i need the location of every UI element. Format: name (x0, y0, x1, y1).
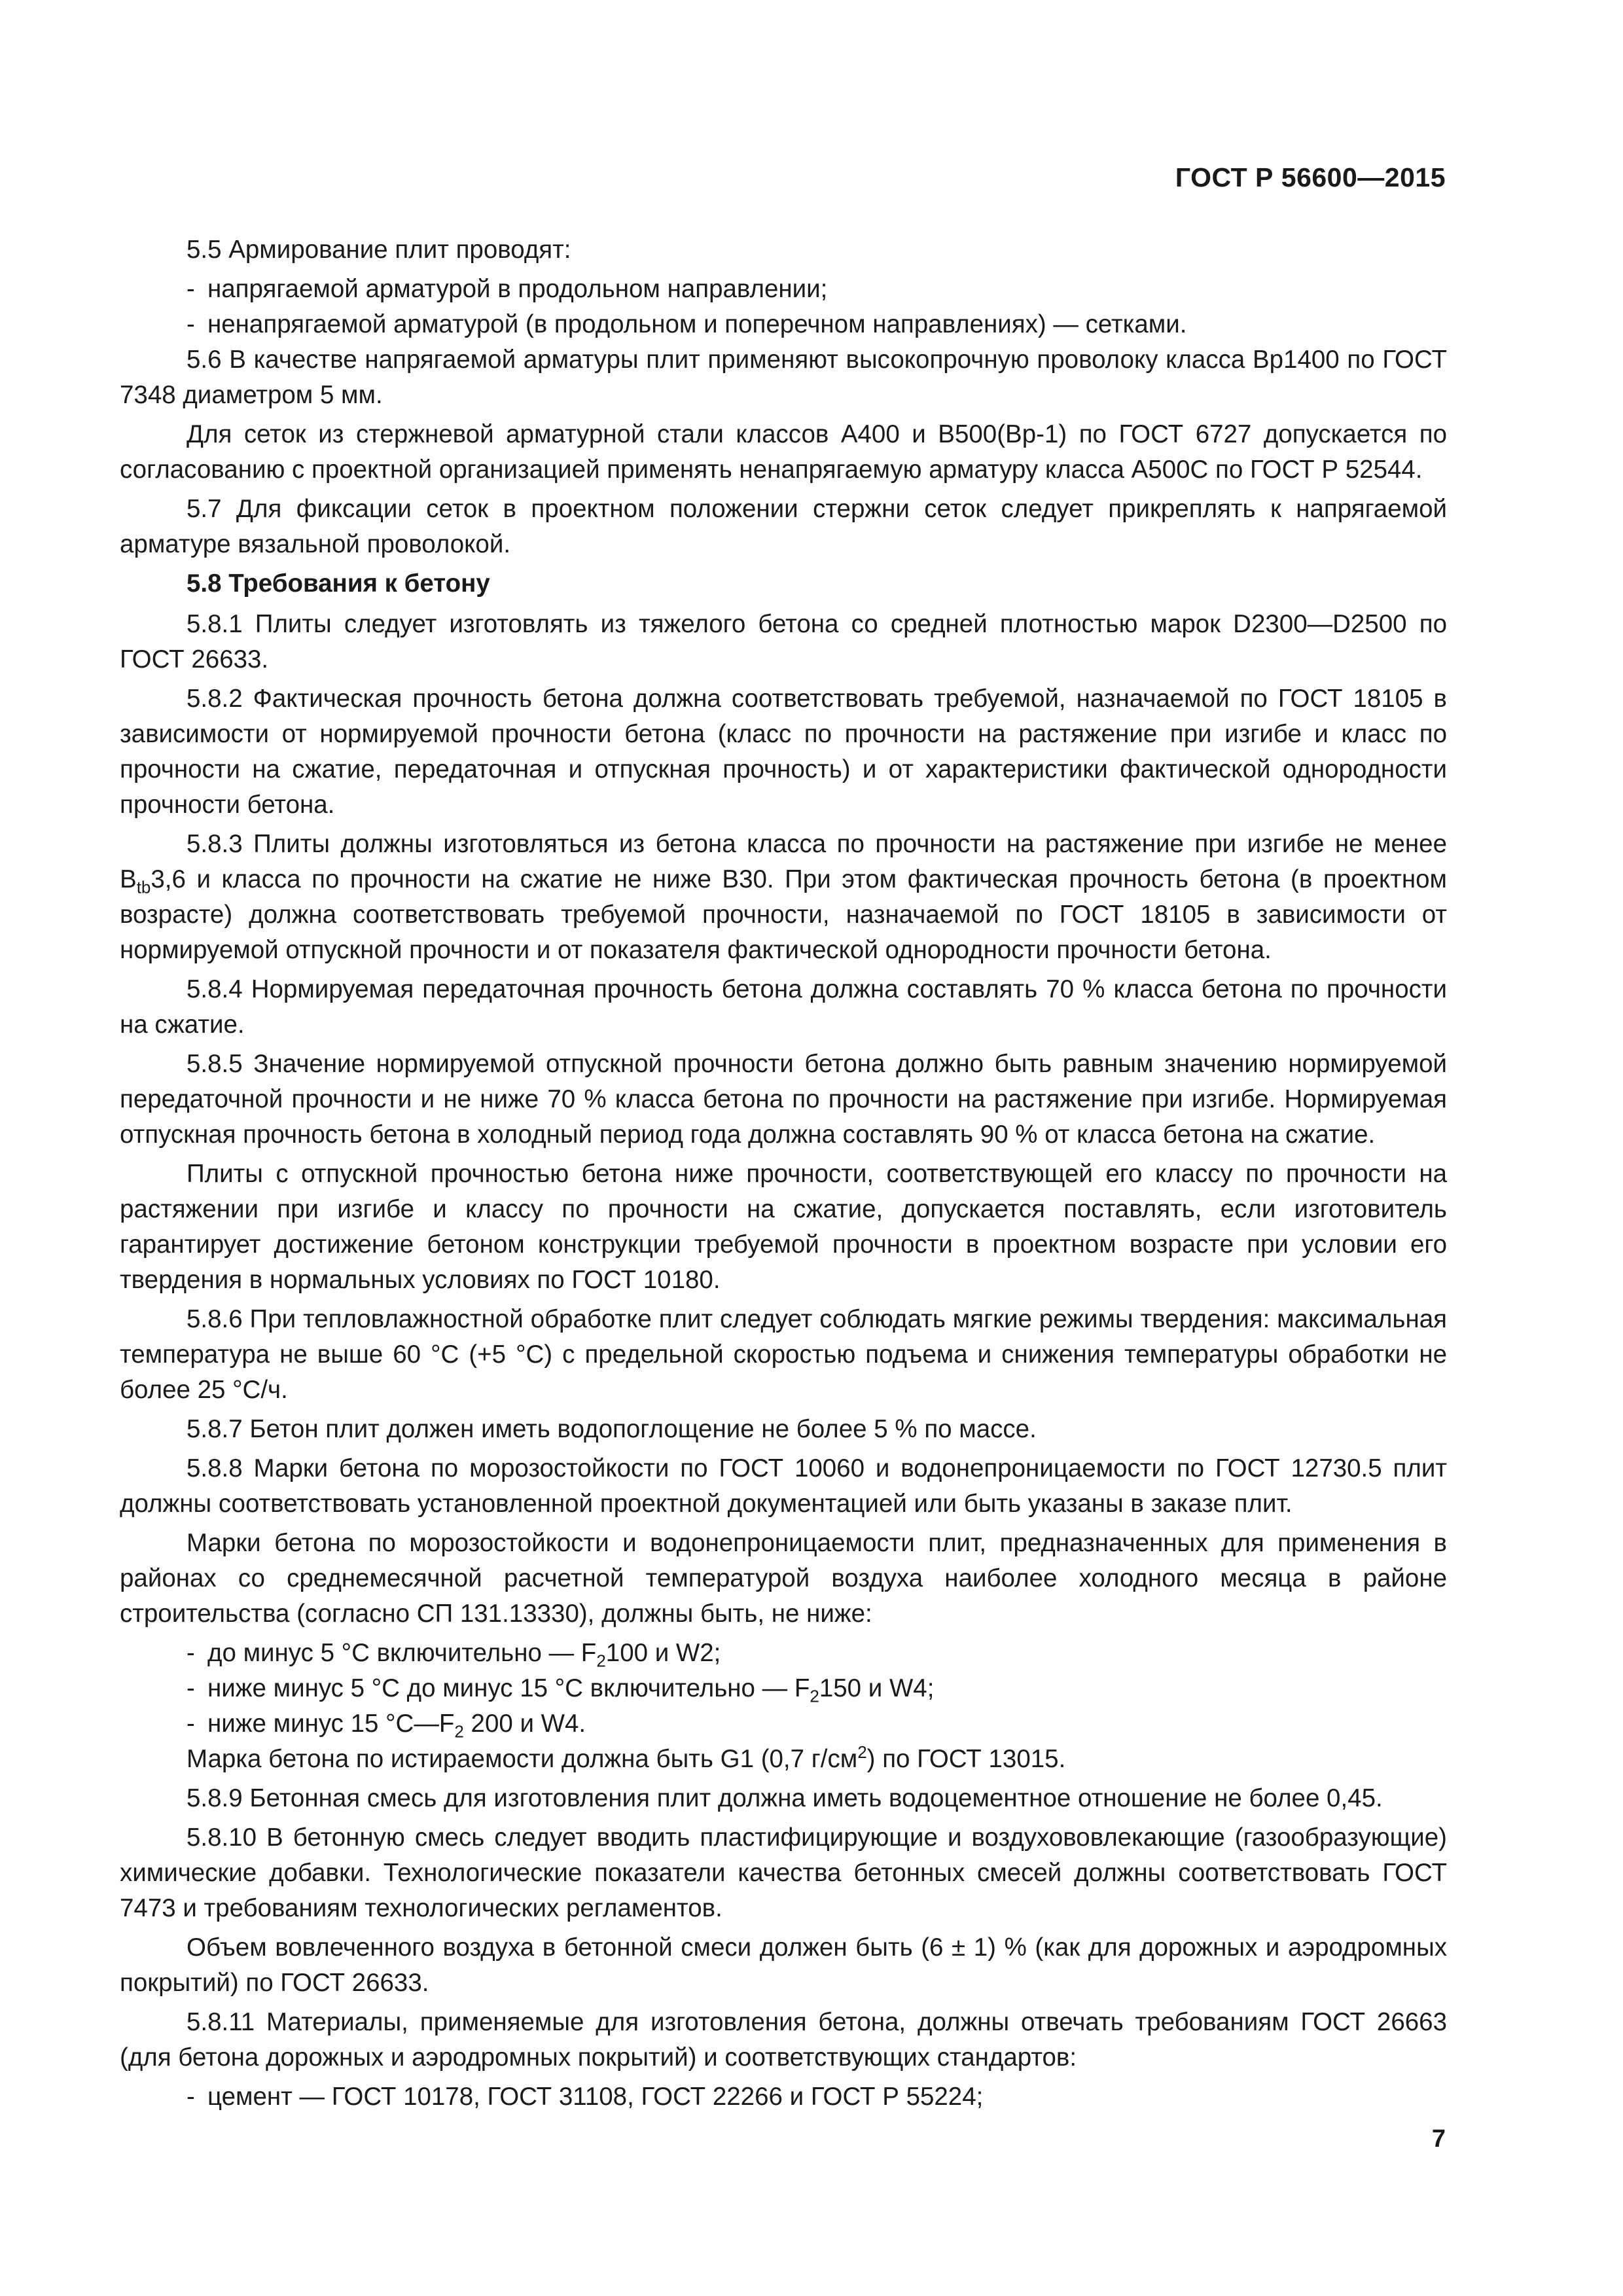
document-body (120, 232, 1447, 2115)
paragraph-5-8-10: 5.8.10 В бетонную смесь следует вводить пластифицирующие и воздухововлекающие (газообразующие) химические добавки. Технологические показатели качества бетонных смесей должны соответствовать ГОСТ 7473 и требованиям технологических регламентов. (120, 1823, 1447, 1922)
paragraph-5-8-1: 5.8.1 Плиты следует изготовлять из тяжелого бетона со средней плотностью марок D2300—D2500 по ГОСТ 26633. (120, 610, 1447, 673)
paragraph: Объем вовлеченного воздуха в бетонной смеси должен быть (6 ± 1) % (как для дорожных и аэродромных покрытий) по ГОСТ 26633. (120, 1933, 1447, 1997)
paragraph-5-8-9: 5.8.9 Бетонная смесь для изготовления плит должна иметь водоцементное отношение не более 0,45. (187, 1784, 1383, 1812)
paragraph-5-8-4: 5.8.4 Нормируемая передаточная прочность бетона должна составлять 70 % класса бетона по прочности на сжатие. (120, 975, 1447, 1039)
paragraph-5-8-5: 5.8.5 Значение нормируемой отпускной прочности бетона должно быть равным значению нормируемой передаточной прочности и не ниже 70 % класса бетона по прочности на растяжение при изгибе. Нормируемая отпускная прочность бетона в холодный период года должна составлять 90 % от класса бетона на сжатие. (120, 1050, 1447, 1149)
paragraph-5-6: 5.6 В качестве напрягаемой арматуры плит применяют высокопрочную проволоку класса Вр1400 по ГОСТ 7348 диаметром 5 мм. (120, 346, 1447, 409)
list-item: - ниже минус 15 $^\circ С—F_2$ 200 и W4. (187, 1710, 586, 1742)
page-number: 7 (1431, 2125, 1446, 2153)
list-item: - ненапрягаемой арматурой (в продольном и поперечном направлениях) — сетками. (187, 310, 1187, 338)
section-heading-5-8: 5.8 Требования к бетону (187, 569, 490, 598)
paragraph-5-8-3: 5.8.3 Плиты должны изготовляться из бетона класса по прочности на растяжение при изгибе не менее $B_{tb}3,6$ и класса по прочности на сжатие не ниже В30. При этом фактическая прочность бетона (в проектном возрасте) должна соответствовать требуемой прочности, назначаемой по ГОСТ 18105 в зависимости от нормируемой отпускной прочности и от показателя фактической однородности прочности бетона. (120, 830, 1447, 964)
list-item: - до минус 5 °С включительно — $F_2100$ и W2; (187, 1639, 721, 1671)
paragraph: Марки бетона по морозостойкости и водонепроницаемости плит, предназначенных для применения в районах со среднемесячной расчетной температурой воздуха наиболее холодного месяца в районе строительства (согласно СП 131.13330), должны быть, не ниже: (120, 1529, 1447, 1628)
paragraph-5-8-8: 5.8.8 Марки бетона по морозостойкости по ГОСТ 10060 и водонепроницаемости по ГОСТ 12730.5 плит должны соответствовать установленной проектной документацией или быть указаны в заказе плит. (120, 1454, 1447, 1518)
paragraph-5-8-2: 5.8.2 Фактическая прочность бетона должна соответствовать требуемой, назначаемой по ГОСТ 18105 в зависимости от нормируемой прочности бетона (класс по прочности на растяжение при изгибе и класс по прочности на сжатие, передаточная и отпускная прочность) и от характеристики фактической однородности прочности бетона. (120, 685, 1447, 819)
paragraph-5-8-6: 5.8.6 При тепловлажностной обработке плит следует соблюдать мягкие режимы твердения: максимальная температура не выше 60 °С (+5 °С) с предельной скоростью подъема и снижения температуры обработки не более 25 °С/ч. (120, 1305, 1447, 1404)
document-header: ГОСТ Р 56600—2015 (1175, 162, 1446, 192)
paragraph-5-5: 5.5 Армирование плит проводят: (187, 236, 571, 264)
paragraph: Марка бетона по истираемости должна быть G1 (0,7 $г/см^2$) по ГОСТ 13015. (187, 1742, 1066, 1773)
paragraph: Для сеток из стержневой арматурной стали классов А400 и В500(Вр-1) по ГОСТ 6727 допускается по согласованию с проектной организацией применять ненапрягаемую арматуру класса А500С по ГОСТ Р 52544. (120, 420, 1447, 484)
list-item: - ниже минус 5 °С до минус 15 °С включительно — $F_2150$ и W4; (187, 1674, 935, 1706)
list-item: - напрягаемой арматурой в продольном направлении; (187, 275, 828, 303)
list-item: - цемент — ГОСТ 10178, ГОСТ 31108, ГОСТ 22266 и ГОСТ Р 55224; (187, 2083, 984, 2111)
paragraph-5-8-11: 5.8.11 Материалы, применяемые для изготовления бетона, должны отвечать требованиям ГОСТ 26663 (для бетона дорожных и аэродромных покрытий) и соответствующих стандартов: (120, 2008, 1447, 2072)
paragraph: Плиты с отпускной прочностью бетона ниже прочности, соответствующей его классу по прочности на растяжении при изгибе и классу по прочности на сжатие, допускается поставлять, если изготовитель гарантирует достижение бетоном конструкции требуемой прочности в проектном возрасте при условии его твердения в нормальных условиях по ГОСТ 10180. (120, 1160, 1447, 1294)
paragraph-5-7: 5.7 Для фиксации сеток в проектном положении стержни сеток следует прикреплять к напрягаемой арматуре вязальной проволокой. (120, 495, 1447, 558)
paragraph-5-8-7: 5.8.7 Бетон плит должен иметь водопоглощение не более 5 % по массе. (187, 1415, 1037, 1443)
